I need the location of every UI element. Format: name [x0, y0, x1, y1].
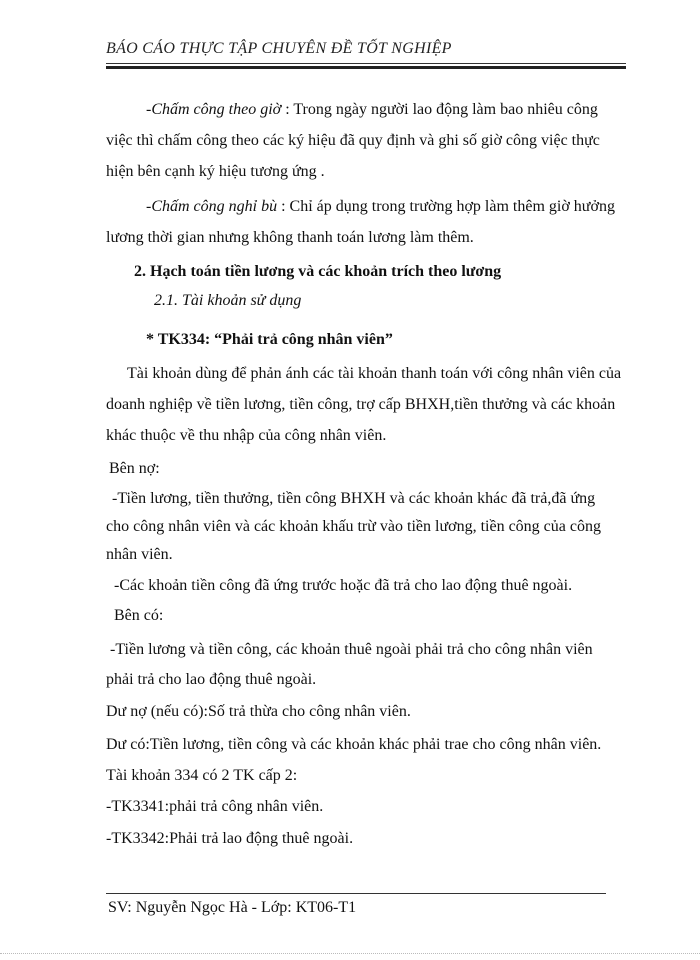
- paragraph-line: Dư có:Tiền lương, tiền công và các khoản khác phải trae cho công nhân viên.: [106, 736, 602, 753]
- paragraph-line: Dư nợ (nếu có):Số trả thừa cho công nhân viên.: [106, 703, 411, 720]
- paragraph-line: doanh nghiệp về tiền lương, tiền công, trợ cấp BHXH,tiền thưởng và các khoản: [106, 396, 616, 413]
- footer-rule: [106, 893, 606, 894]
- account-title: * TK334: “Phải trả công nhân viên”: [146, 331, 393, 348]
- page-footer: SV: Nguyễn Ngọc Hà - Lớp: KT06-T1: [108, 899, 357, 916]
- paragraph-line: việc thì chấm công theo các ký hiệu đã quy định và ghi số giờ công việc thực: [106, 132, 600, 149]
- debit-heading: Bên nợ:: [109, 460, 160, 477]
- paragraph-line: cho công nhân viên và các khoản khấu trừ vào tiền lương, tiền công của công: [106, 518, 601, 535]
- paragraph-line: nhân viên.: [106, 546, 173, 563]
- paragraph-line: -Tiền lương và tiền công, các khoản thuê ngoài phải trả cho công nhân viên: [110, 641, 593, 658]
- paragraph-line: -TK3341:phải trả công nhân viên.: [106, 798, 324, 815]
- page-edge-dotted-line: [0, 953, 700, 954]
- paragraph-line: [146, 100, 598, 120]
- paragraph-line: -Các khoản tiền công đã ứng trước hoặc đã trả cho lao động thuê ngoài.: [114, 577, 573, 594]
- section-heading: 2. Hạch toán tiền lương và các khoản trích theo lương: [134, 263, 502, 280]
- paragraph-line: Tài khoản 334 có 2 TK cấp 2:: [106, 767, 298, 784]
- paragraph-line: hiện bên cạnh ký hiệu tương ứng .: [106, 163, 325, 180]
- paragraph-line: khác thuộc về thu nhập của công nhân viên.: [106, 427, 387, 444]
- paragraph-line: -Tiền lương, tiền thưởng, tiền công BHXH và các khoản khác đã trả,đã ứng: [112, 490, 596, 507]
- credit-heading: Bên có:: [114, 607, 164, 624]
- paragraph-line: -TK3342:Phải trả lao động thuê ngoài.: [106, 830, 354, 847]
- term-label: -Chấm công nghỉ bù: [146, 198, 278, 215]
- header-rule-thick: [106, 66, 626, 69]
- paragraph-line: phải trả cho lao động thuê ngoài.: [106, 671, 317, 688]
- page-header-title: BÁO CÁO THỰC TẬP CHUYÊN ĐỀ TỐT NGHIỆP: [106, 40, 452, 57]
- header-rule-thin: [106, 63, 626, 64]
- paragraph-line: lương thời gian nhưng không thanh toán lương làm thêm.: [106, 229, 474, 246]
- paragraph-line: [146, 197, 615, 217]
- subsection-heading: 2.1. Tài khoản sử dụng: [154, 292, 302, 309]
- term-text: : Chỉ áp dụng trong trường hợp làm thêm giờ hưởng: [277, 198, 615, 215]
- term-text: : Trong ngày người lao động làm bao nhiêu công: [281, 101, 598, 118]
- term-label: -Chấm công theo giờ: [146, 101, 282, 118]
- paragraph-line: Tài khoản dùng để phản ánh các tài khoản thanh toán với công nhân viên của: [127, 365, 622, 382]
